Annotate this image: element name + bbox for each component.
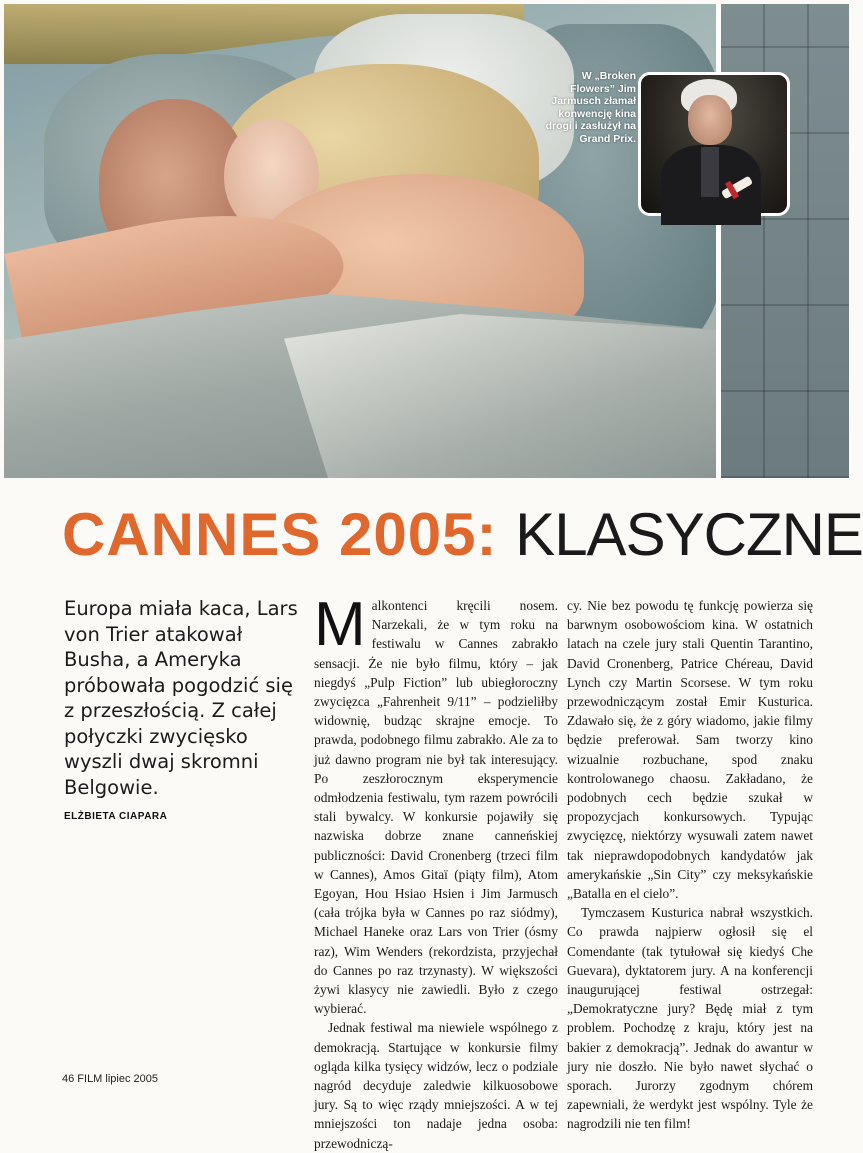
headline-orange: CANNES 2005:	[62, 501, 498, 568]
inset-face	[688, 95, 732, 145]
article-paragraph	[314, 590, 558, 1018]
article-paragraph: Tymczasem Kusturica nabrał wszystkich. Co prawda najpierw ogłosił się el Comendante (tak tytułował się kiedyś Che Guevara), dyktatorem jury. A na konferencji inaugurującej festiwal ostrzegał: „Demokratyczne jury? Będę miał z tym problem. Pochodzę z kraju, który jest na bakier z demokracją”. Jednak do awantur w jury nie doszło. Nie było nawet słychać o sporach. Jurorzy zgodnym chórem zapewniali, że werdykt jest wspólny. Tyle że nagrodzili nie ten film!	[567, 905, 813, 1132]
paragraph-text: alkontenci kręcili nosem. Narzekali, że w tym roku na festiwalu w Cannes zabrakło sensacji. Że nie było filmu, który – jak niegdyś „Pulp Fiction” lub ubiegłoroczny zwycięzca „Fahrenheit 9/11” – podzieliłby widownię, budząc skrajne emocje. To prawda, podobnego filmu zabrakło. Ale za to już dawno program nie był tak interesujący. Po zeszłorocznym eksperymencie odmłodzenia festiwalu, tym razem powrócili stali bywalcy. W konkursie pojawiły się nazwiska dobrze znane canneńskiej publiczności: David Cronenberg (trzeci film w Cannes), Amos Gitaï (piąty film), Atom Egoyan, Hou Hsiao Hsien i Jim Jarmusch (cała trójka była w Cannes po raz siódmy), Michael Haneke oraz Lars von Trier (ósmy raz), Wim Wenders (rekordzista, przyjechał do Cannes po raz trzynasty). W większości żywi klasycy nie zawiedli. Było z czego wybierać.	[314, 598, 558, 1017]
inset-photo-jim-jarmusch	[638, 72, 790, 216]
lead-paragraph: Europa miała kaca, Lars von Trier atakował Busha, a Ameryka próbowała pogodzić się z przeszłością. Z całej połyczki zwycięsko wyszli dwaj skromni Belgowie.	[64, 597, 298, 799]
page-footer: 46 FILM lipiec 2005	[62, 1073, 158, 1085]
photo-caption: W „Broken Flowers” Jim Jarmusch złamał konwencję kina drogi i zasłużył na Grand Prix.	[545, 70, 636, 145]
photo-blanket-fold	[284, 314, 724, 478]
drop-cap: M	[314, 590, 366, 659]
article-headline	[62, 500, 863, 570]
headline-black: KLASYCZNE	[515, 501, 863, 568]
article-paragraph: Jednak festiwal ma niewiele wspólnego z demokracją. Startujące w konkursie filmy ogląda kilka tysięcy widzów, lecz o podziale nagród decyduje zaledwie kilkuosobowe jury. Są to więc rządy mniejszości. A w tej mniejszości ton nadaje jedna osoba: przewodniczą-	[314, 1020, 558, 1151]
article-paragraph: cy. Nie bez powodu tę funkcję powierza się barwnym osobowościom kina. W ostatnich latach na czele jury stali Quentin Tarantino, David Cronenberg, Patrice Chéreau, David Lynch czy Martin Scorsese. W tym roku przewodniczącym został Emir Kusturica. Zdawało się, że z góry wiadomo, jakie filmy będzie preferował. Sam tworzy kino wizualnie rozbuchane, spod znaku kontrolowanego chaosu. Zakładano, że podobnych cech będzie szukał w propozycjach konkursowych. Typując zwycięzcę, niektórzy wysuwali zatem nawet tak nieprawdopodobnych kandydatów jak amerykańskie „Sin City” czy meksykańskie „Batalla en el cielo”.	[567, 598, 813, 902]
article-column-1	[314, 590, 558, 1153]
article-column-2	[567, 596, 813, 1134]
inset-shirt	[701, 147, 719, 197]
author-byline: ELŻBIETA CIAPARA	[64, 811, 168, 822]
